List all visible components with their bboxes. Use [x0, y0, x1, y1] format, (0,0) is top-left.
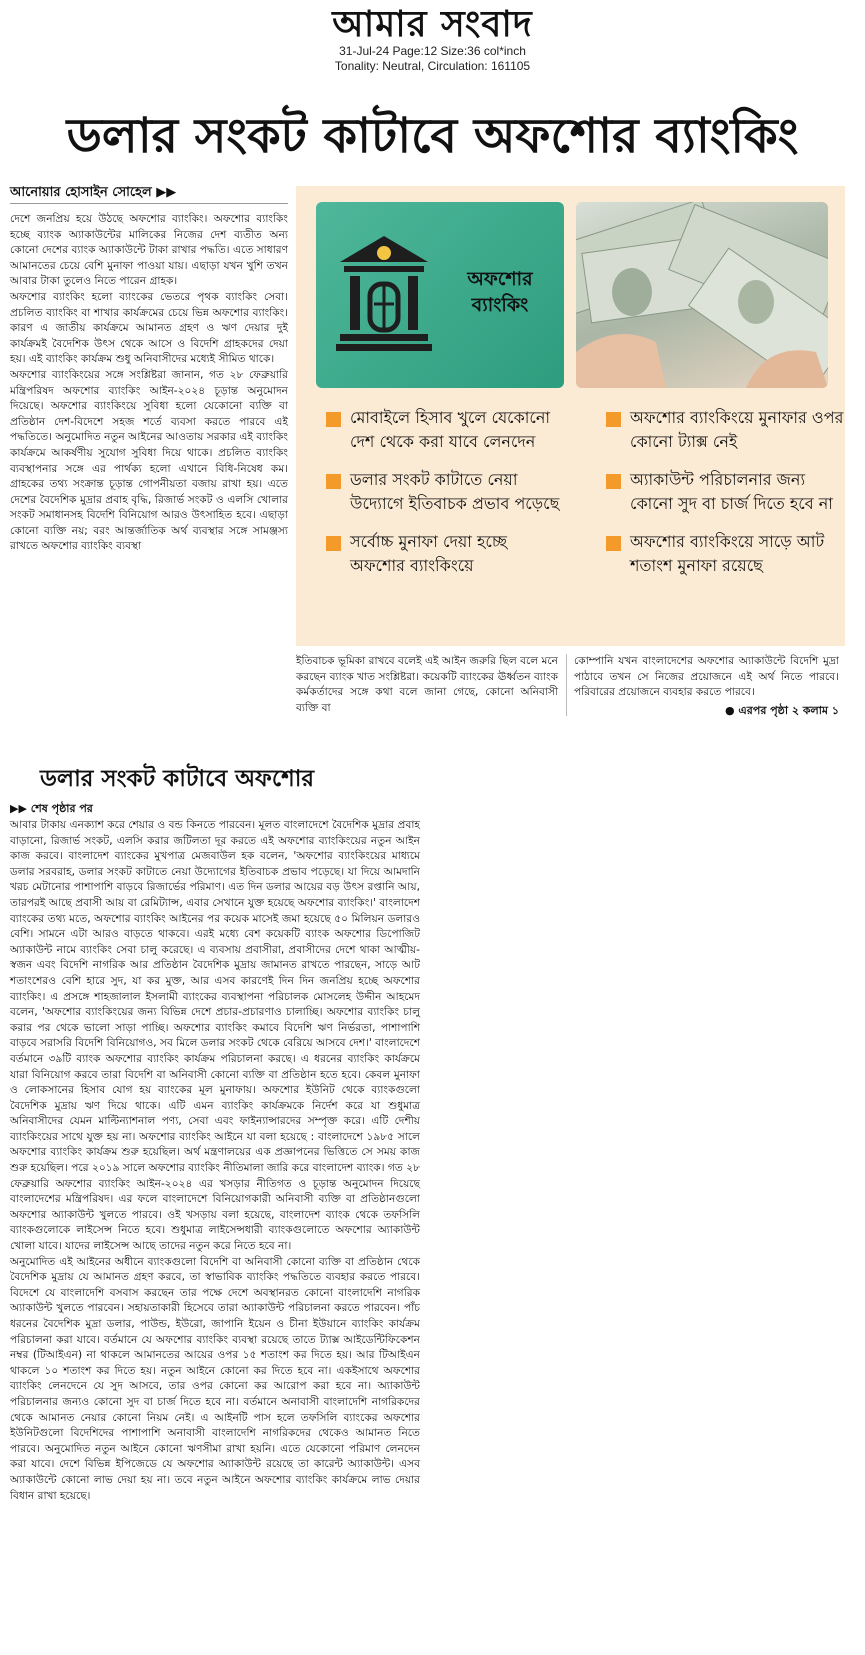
article-paragraph: অফশোর ব্যাংকিংয়ের সঙ্গে সংশ্লিষ্টরা জানান, গত ২৮ ফেব্রুয়ারি মন্ত্রিপরিষদ অফশোর ব্যাংকিং আইন-২০২৪ চূড়ান্ত অনুমোদন দিয়েছে। অফশোর ব্যাংকিংয়ে সুবিধা হলো যেকোনো ব্যক্তি বা প্রতিষ্ঠান দেশ-বিদেশে সহজ শর্তে ব্যবসা করতে পারবে এই পদ্ধতিতে। অনুমোদিত নতুন আইনের আওতায় সরকার এই ব্যাংকিং কার্যক্রমে আকর্ষণীয় সুযোগ সুবিধা দিয়ে থাকে। প্রচলিত ব্যাংকিং ব্যবস্থাপনার সঙ্গে এর পার্থক্য হলো এখানে বিধি-নিষেধ কম। গ্রাহকের তথ্য সংক্রান্ত চূড়ান্ত গোপনীয়তা বজায় রাখা হয়। এতে দেশের বৈদেশিক মুদ্রার প্রবাহ বৃদ্ধি, রিজার্ভ সংকট ও এলসি খোলার সংকট সমাধানসহ বিদেশি বিনিয়োগ আরও উৎসাহিত হবে। এছাড়া কোনো ব্যক্তি নয়; বরং আন্তর্জাতিক অর্থ ব্যবস্থার সঙ্গে সামঞ্জস্য রাখতে অফশোর ব্যাংকিং ব্যবস্থা: [10, 368, 288, 553]
infobox-item-text: অফশোর ব্যাংকিংয়ে মুনাফার ওপর কোনো ট্যাক্স নেই: [630, 408, 844, 451]
dollar-notes-illustration: [576, 202, 828, 388]
square-bullet-icon: [606, 536, 621, 551]
infobox-item: [596, 468, 846, 516]
masthead: [0, 4, 865, 74]
continuation-headline: ডলার সংকট কাটাবে অফশোর: [40, 766, 315, 792]
byline-divider: [10, 203, 288, 204]
infobox-item: [596, 530, 846, 578]
article-paragraph: অফশোর ব্যাংকিং হলো ব্যাংকের ভেতরে পৃথক ব্যাংকিং সেবা। প্রচলিত ব্যাংকিং বা শাখার কার্যক্রমের চেয়ে ভিন্ন অফশোর ব্যাংকিং। কারণ এ জাতীয় কার্যক্রমে আমানত গ্রহণ ও ঋণ দেয়ার দুই কার্যক্রমই বৈদেশিক উৎস থেকে আসে ও বিদেশি গ্রাহকদের দেয়া হয়। এই ব্যাংকিং কার্যক্রম শুধু অনিবাসীদের মধ্যেই সীমিত থাকে।: [10, 290, 288, 366]
square-bullet-icon: [326, 536, 341, 551]
square-bullet-icon: [606, 412, 621, 427]
infobox-item-text: অফশোর ব্যাংকিংয়ে সাড়ে আট শতাংশ মুনাফা রয়েছে: [630, 532, 825, 575]
article-paragraph: দেশে জনপ্রিয় হয়ে উঠছে অফশোর ব্যাংকিং। অফশোর ব্যাংকিং হচ্ছে ব্যাংক অ্যাকাউন্টের মালিকের নিজের দেশ ব্যতীত অন্য কোনো দেশের ব্যাংক অ্যাকাউন্টে টাকা রাখার পদ্ধতি। এতে সাধারণ আমানতের চেয়ে বেশি মুনাফা পাওয়া যায়। এছাড়া যখন খুশি তখন আবার টাকা তুলেও নিতে পারেন গ্রাহক।: [10, 213, 288, 288]
article-body-under-box-col-2: [574, 654, 839, 718]
infobox-item: [596, 406, 846, 454]
dollar-notes-photo: [576, 202, 828, 388]
infobox-item: [316, 468, 566, 516]
offshore-banking-card: [316, 202, 564, 388]
newspaper-logo: আমার সংবাদ: [332, 3, 533, 45]
square-bullet-icon: [326, 412, 341, 427]
infobox-right-list: [596, 406, 846, 592]
article-body-under-box-col-1: ইতিবাচক ভূমিকা রাখবে বলেই এই আইন জরুরি ছিল বলে মনে করছেন ব্যাংক খাত সংশ্লিষ্টরা। কয়েকটি ব্যাংকের ঊর্ধ্বতন ব্যাংক কর্মকর্তাদের সঙ্গে কথা বলে জানা গেছে, কোনো অনিবাসী ব্যক্তি বা: [296, 655, 558, 714]
infobox-item: [316, 530, 566, 578]
clipping-meta-line-1: 31-Jul-24 Page:12 Size:36 col*inch: [339, 44, 526, 58]
infobox-item-text: অ্যাকাউন্ট পরিচালনার জন্য কোনো সুদ বা চার্জ দিতে হবে না: [630, 470, 833, 513]
square-bullet-icon: [326, 474, 341, 489]
article-paragraph: আবার টাকায় এনক্যাশ করে শেয়ার ও বন্ড কিনতে পারবেন। মূলত বাংলাদেশে বৈদেশিক মুদ্রার প্রবাহ বাড়ানো, রিজার্ভ সংকট, এলসি করার জটিলতা দূর করতে এই অফশোর ব্যাংকিংয়ের নতুন আইন কাজ করবে। বাংলাদেশ ব্যাংকের মুখপাত্র মেজবাউল হক বলেন, 'অফশোর ব্যাংকিংয়ের মাধ্যমে ডলার সরবরাহ, ডলার সংকট কাটাতে নেয়া উদ্যোগের ইতিবাচক প্রভাব পড়েছে। যা দিয়ে আমদানি খরচ মেটানোর পাশাপাশি বাড়বে রিজার্ভের পরিমাণ। এত দিন ডলার আয়ের বড় উৎস রপ্তানি আয়, তারপরই আছে প্রবাসী আয় বা রেমিট্যান্স, এবার সেখানে যুক্ত হয়েছে অফশোর ব্যাংকিং।' বাংলাদেশ ব্যাংকের তথ্য মতে, অফশোর ব্যাংকিং আইনের পর কয়েক মাসেই জমা হয়েছে ৫০ মিলিয়ন ডলারও বেশি। সামনে এটা আরও বাড়তে থাকবে। এরই মধ্যে বেশ কয়েকটি ব্যাংক অফশোর ডিপোজিট অ্যাকাউন্ট নামে ব্যাংকিং সেবা চালু করেছে। এ ব্যবসায় প্রবাসীরা, প্রবাসীদের দেশে থাকা আত্মীয়-স্বজন এবং বিদেশি নাগরিক আর প্রতিষ্ঠান বৈদেশিক মুদ্রায় জামানত রাখতে পারছেন, সাড়ে আট শতাংশেরও বেশি হারে সুদ, যা কর মুক্ত, আর এসব কারণেই দিন দিন জনপ্রিয় হচ্ছে অফশোর ব্যাংকিং। এ প্রসঙ্গে শাহজালাল ইসলামী ব্যাংকের ব্যবস্থাপনা পরিচালক মোসলেহ উদ্দীন আহমেদ বলেন, 'অফশোর ব্যাংকিংয়ের জন্য বিভিন্ন দেশে প্রচার-প্রচারণাও চালাচ্ছি। অফশোর ব্যাংকিং চালু করার পর থেকে ভালো সাড়া পাচ্ছি। অফশোর ব্যাংকিং কমাবে বিদেশি ঋণ নির্ভরতা, পাশাপাশি বাড়বে সরাসরি বিদেশি বিনিয়োগও, সব মিলে ডলার সংকট থেকে বেরিয়ে আসবে দেশ।' বাংলাদেশে বর্তমানে ৩৯টি ব্যাংক অফশোর ব্যাংকিং কার্যক্রম পরিচালনা করছে। এ ধরনের ব্যাংকিং কার্যক্রমে যারা বিনিয়োগ করবে তারা বিদেশি বা অনিবাসী কোনো ব্যক্তি বা প্রতিষ্ঠান হতে হবে। কেবল মুনাফা ও লোকসানের হিসাব যোগ হয় ব্যাংকের মূল মুনাফায়। অফশোর ইউনিট থেকে ব্যাংকগুলো বৈদেশিক মুদ্রায় ঋণ দিয়ে থাকে। এটি এমন ব্যাংকিং কার্যক্রমকে নির্দেশ করে যা শুধুমাত্র অনিবাসীদের যেমন মাল্টিন্যাশনাল পণ্য, সেবা এবং ফাইন্যান্সারদের সম্পৃক্ত করে। এটি দেশীয় ব্যাংকিংয়ের সাথে যুক্ত হয় না। অফশোর ব্যাংকিং আইনে যা বলা হয়েছে : বাংলাদেশে ১৯৮৫ সালে অফশোর ব্যাংকিং কার্যক্রম শুরু হয়েছিল। অর্থ মন্ত্রণালয়ের এক প্রজ্ঞাপনের ভিত্তিতে সে সময় কাজ শুরু হয়েছিল। পরে ২০১৯ সালে অফশোর ব্যাংকিং নীতিমালা জারি করে বাংলাদেশ ব্যাংক। গত ২৮ ফেব্রুয়ারি অফশোর ব্যাংকিং আইন-২০২৪ এর খসড়ার নীতিগত ও চূড়ান্ত অনুমোদন দিয়েছে বাংলাদেশের মন্ত্রিপরিষদ। এর ফলে বাংলাদেশে বিনিয়োগকারী অনিবাসী ব্যক্তি বা প্রতিষ্ঠানগুলো অফশোর অ্যাকাউন্ট খুলতে পারবে। ওই খসড়ায় বলা হয়েছে, বাংলাদেশ ব্যাংক থেকে তফসিলি ব্যাংকগুলোকে লাইসেন্স নিতে হবে। শুধুমাত্র লাইসেন্সধারী ব্যাংকগুলোতে অফশোর অ্যাকাউন্ট খোলা যাবে। যাদের লাইসেন্স আছে তাদের নতুন করে নিতে হবে না।: [10, 819, 420, 1253]
square-bullet-icon: [606, 474, 621, 489]
bank-building-icon: [336, 232, 432, 356]
clipping-meta-line-2: Tonality: Neutral, Circulation: 161105: [334, 59, 531, 73]
article-body-left-column: [10, 212, 288, 555]
offshore-banking-card-label: অফশোর ব্যাংকিং: [467, 268, 533, 316]
infobox-item: [316, 406, 566, 454]
article-byline: আনোয়ার হোসাইন সোহেল ▶▶: [10, 185, 177, 200]
article-paragraph: কোম্পানি যখন বাংলাদেশের অফশোর অ্যাকাউন্টে বিদেশি মুদ্রা পাঠাবে তখন সে নিজের প্রয়োজনে এই অর্থ নিতে পারবে। পরিবারের প্রয়োজনে ব্যবহার করতে পারবে।: [574, 655, 839, 699]
article-paragraph: অনুমোদিত এই আইনের অধীনে ব্যাংকগুলো বিদেশি বা অনিবাসী কোনো ব্যক্তি বা প্রতিষ্ঠান থেকে বৈদেশিক মুদ্রায় যে আমানত গ্রহণ করবে, তা স্বাভাবিক ব্যাংকিং পদ্ধতিতে ব্যবহার করতে পারবে। বিদেশে যে বাংলাদেশি বসবাস করছেন তার পক্ষে দেশে অবস্থানরত কোনো বাংলাদেশি নাগরিক অ্যাকাউন্ট খুলতে পারবেন। সহায়তাকারী হিসেবে তারা অ্যাকাউন্ট পরিচালনা করতে পারবেন। পাঁচ ধরনের বৈদেশিক মুদ্রা ডলার, পাউন্ড, ইউরো, জাপানি ইয়েন ও চীনা ইউয়ানে ব্যাংকিং কার্যক্রম পরিচালনা করা যাবে। বর্তমানে যে অফশোর ব্যাংকিং ব্যবস্থা রয়েছে তাতে ট্যাক্স আইডেন্টিফিকেশন নম্বর (টিআইএন) না থাকলে আমানতের আয়ের ওপর ১৫ শতাংশ কর দিতে হয়। আর টিআইএন থাকলে ১০ শতাংশ কর দিতে হয়। নতুন আইনে কোনো কর দিতে হবে না। একইসাথে অফশোর ব্যাংকিং লেনদেনে যে সুদ আসবে, তার ওপর কোনো কর আরোপ করা হবে না। অ্যাকাউন্ট পরিচালনার জন্যও কোনো সুদ বা চার্জ দিতে হবে না। বর্তমানে অনাবাসী বাংলাদেশি নাগরিকদের থেকে আমানত নেয়ার কোনো নিয়ম নেই। এ আইনটি পাস হলে তফসিলি ব্যাংকের অফশোর ইউনিটগুলো বিদেশিদের পাশাপাশি অনাবাসী বাংলাদেশি নাগরিকদের থেকেও আমানত নিতে পারবে। অনুমোদিত নতুন আইনে কোনো ঋণসীমা রাখা হয়নি। এতে যেকোনো পরিমাণ লেনদেন করা যাবে। দেশে বিভিন্ন ইপিজেডে যে অফশোর অ্যাকাউন্ট রয়েছে তা কারেন্ট অ্যাকাউন্ট। এসব অ্যাকাউন্টে কোনো লাভ দেয়া হয় না। তবে নতুন আইনে অফশোর ব্যাংকিং কার্যক্রমে লাভ দেয়ার বিধান রাখা হয়েছে।: [10, 1255, 420, 1502]
infographic-box: [296, 186, 845, 646]
infobox-item-text: ডলার সংকট কাটাতে নেয়া উদ্যোগে ইতিবাচক প্রভাব পড়েছে: [350, 470, 560, 513]
continuation-body: [10, 818, 420, 1504]
column-divider: [566, 654, 567, 716]
continuation-subtitle: ▶▶ শেষ পৃষ্ঠার পর: [10, 802, 93, 815]
infobox-left-list: [316, 406, 566, 592]
infobox-item-text: সর্বোচ্চ মুনাফা দেয়া হচ্ছে অফশোর ব্যাংকিংয়ে: [350, 532, 507, 575]
continued-on-note: ● এরপর পৃষ্ঠা ২ কলাম ১: [725, 703, 839, 717]
infobox-item-text: মোবাইলে হিসাব খুলে যেকোনো দেশ থেকে করা যাবে লেনদেন: [350, 408, 551, 451]
article-headline: ডলার সংকট কাটাবে অফশোর ব্যাংকিং: [66, 108, 799, 164]
